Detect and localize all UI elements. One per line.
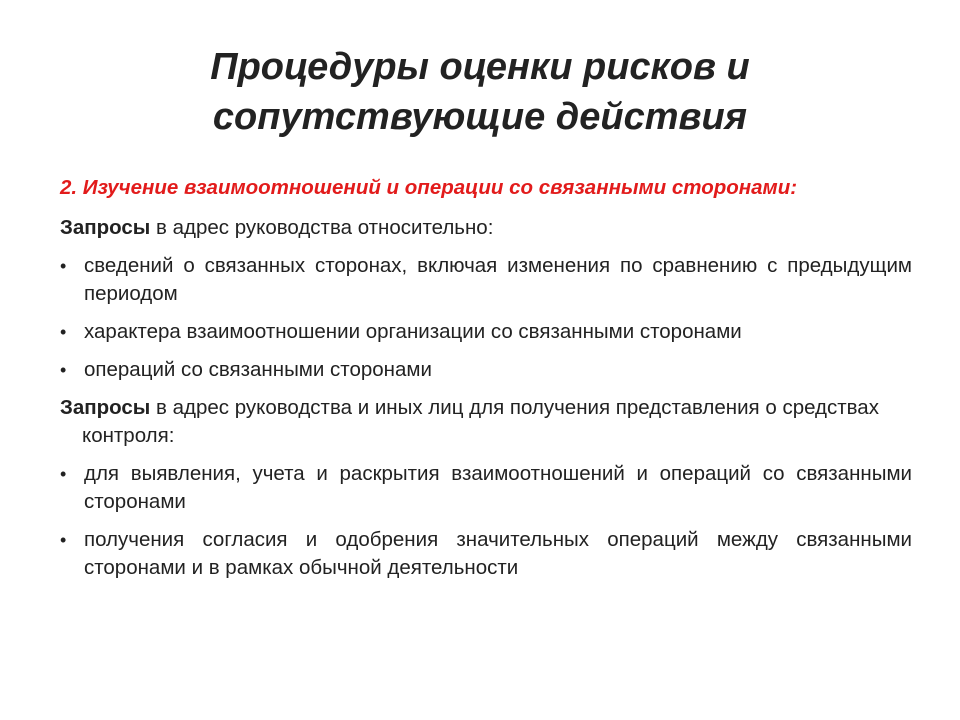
- paragraph-lead: Запросы: [60, 216, 151, 239]
- list-item-text: для выявления, учета и раскрытия взаимоотношений и операций со связанными сторонами: [84, 462, 912, 513]
- paragraph-management-inquiries: [60, 214, 912, 242]
- list-item: [60, 526, 912, 582]
- title-line-1: Процедуры оценки рисков и: [210, 46, 750, 88]
- list-item-text: операций со связанными сторонами: [84, 358, 432, 381]
- list-item-text: получения согласия и одобрения значительных операций между связанными сторонами и в рамках обычной деятельности: [84, 528, 912, 579]
- slide-body: [60, 174, 912, 592]
- title-line-2: сопутствующие действия: [212, 96, 748, 138]
- bullet-icon: •: [60, 256, 67, 276]
- section-heading: 2. Изучение взаимоотношений и операции со связанными сторонами:: [60, 176, 798, 199]
- paragraph-text: в адрес руководства и иных лиц для получения представления о средствах контроля:: [82, 396, 879, 447]
- bullet-icon: •: [60, 464, 67, 484]
- bullet-icon: •: [60, 322, 67, 342]
- list-item: [60, 318, 912, 346]
- bullet-icon: •: [60, 360, 67, 380]
- paragraph-text: в адрес руководства относительно:: [150, 216, 494, 239]
- bullet-icon: •: [60, 530, 67, 550]
- list-item: [60, 356, 912, 384]
- paragraph-controls-inquiries: [60, 394, 912, 450]
- paragraph-lead: Запросы: [60, 396, 151, 419]
- slide-title: [80, 42, 880, 142]
- list-item: [60, 252, 912, 308]
- list-item: [60, 460, 912, 516]
- list-item-text: сведений о связанных сторонах, включая изменения по сравнению с предыдущим периодом: [84, 254, 912, 305]
- list-item-text: характера взаимоотношении организации со связанными сторонами: [84, 320, 742, 343]
